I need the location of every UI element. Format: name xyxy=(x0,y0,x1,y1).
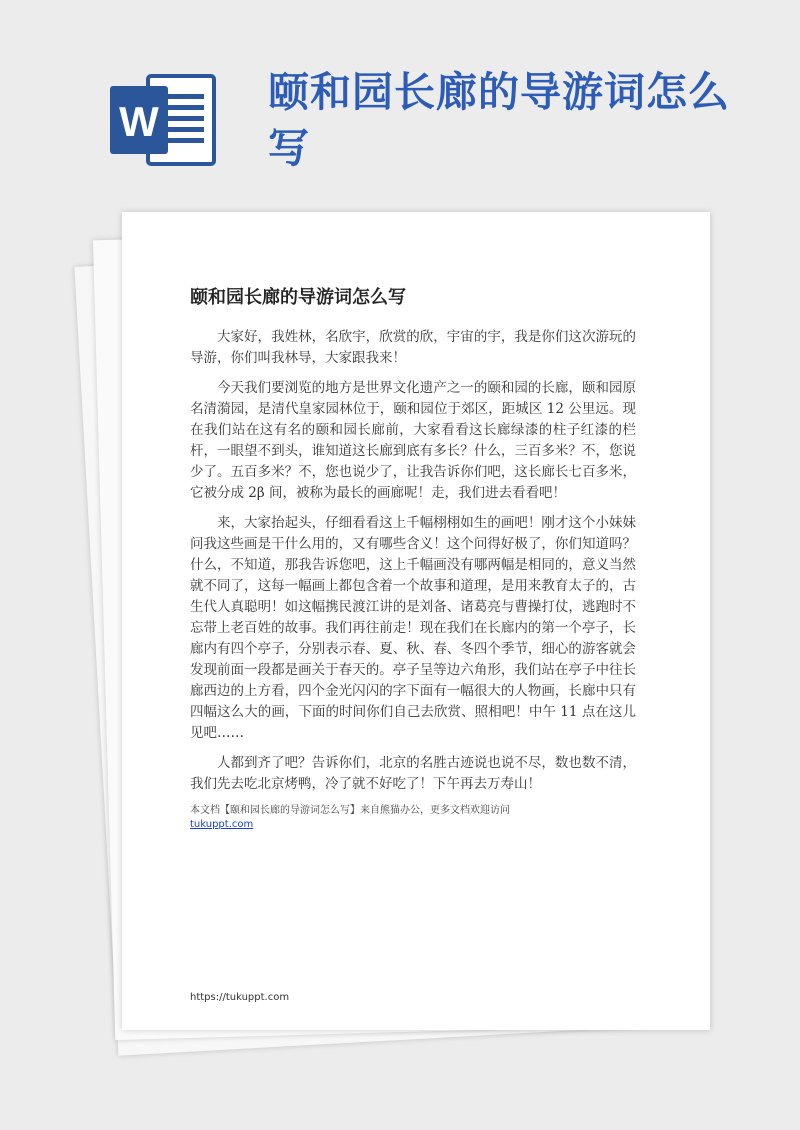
document-body xyxy=(190,327,636,832)
page-title: 颐和园长廊的导游词怎么写 xyxy=(268,68,730,172)
page-footer-url[interactable]: https://tukuppt.com xyxy=(190,992,290,1003)
word-logo-letter: W xyxy=(119,98,159,145)
paragraph-3: 来，大家抬起头，仔细看看这上千幅栩栩如生的画吧！刚才这个小妹妹问我这些画是干什么用的，又有哪些含义！这个问得好极了，你们知道吗？什么，不知道，那我告诉您吧，这上千幅画没有哪两幅是相同的，意义当然就不同了，这每一幅画上都包含着一个故事和道理，是用来教育太子的，古生代人真聪明！如这幅携民渡江讲的是刘备、诸葛亮与曹操打仗，逃跑时不忘带上老百姓的故事。我们再往前走！现在我们在长廊内的第一个亭子，长廊内有四个亭子，分别表示春、夏、秋、春、冬四个季节，细心的游客就会发现前面一段都是画关于春天的。亭子呈等边六角形，我们站在亭子中往长廊西边的上方看，四个金光闪闪的字下面有一幅很大的人物画，长廊中只有四幅这么大的画，下面的时间你们自己去欣赏、照相吧！中午 11 点在这儿见吧…… xyxy=(190,515,636,741)
paragraph-1: 大家好，我姓林，名欣宇，欣赏的欣，宇宙的宇，我是你们这次游玩的导游，你们叫我林导，大家跟我来！ xyxy=(190,329,636,366)
source-link[interactable]: tukuppt.com xyxy=(190,819,254,830)
document-title: 颐和园长廊的导游词怎么写 xyxy=(190,287,406,308)
paragraph-4: 人都到齐了吧？告诉你们，北京的名胜古迹说也说不尽，数也数不清，我们先去吃北京烤鸭，冷了就不好吃了！下午再去万寿山！ xyxy=(190,755,636,792)
source-note-text: 本文档【颐和园长廊的导游词怎么写】来自熊猫办公，更多文档欢迎访问 xyxy=(190,805,510,816)
paragraph-2: 今天我们要浏览的地方是世界文化遗产之一的颐和园的长廊，颐和园原名清漪园，是清代皇家园林位于，颐和园位于郊区，距城区 12 公里远。现在我们站在这有名的颐和园长廊前，大家看看这长廊绿漆的柱子红漆的栏杆，一眼望不到头，谁知道这长廊到底有多长？什么，三百多米？不，您说少了。五百多米？不，您也说少了，让我告诉你们吧，这长廊长七百多米，它被分成 2β 间，被称为最长的画廊呢！走，我们进去看看吧！ xyxy=(190,380,636,501)
word-document-icon xyxy=(110,72,218,168)
source-note xyxy=(190,804,636,832)
